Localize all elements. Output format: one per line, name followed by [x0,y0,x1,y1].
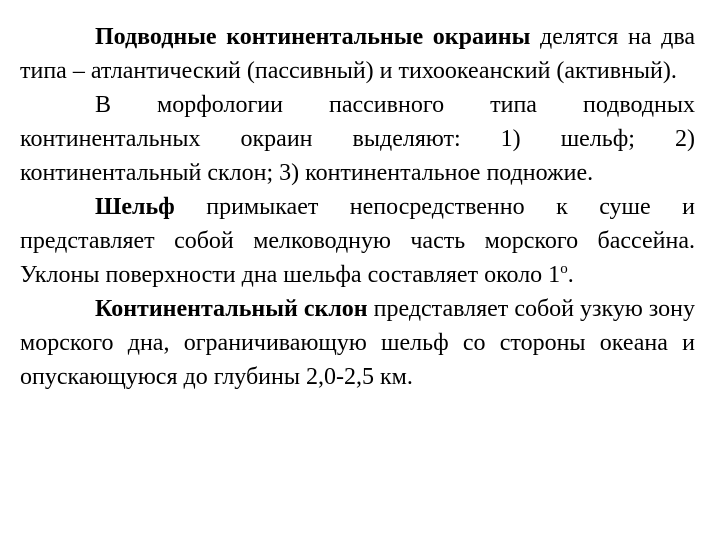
slide-text [20,20,695,394]
paragraph-margins-types [20,20,695,88]
term-continental-margins: Подводные континентальные окраины [95,24,531,50]
paragraph-continental-slope [20,292,695,394]
paragraph-passive-morphology [20,88,695,190]
paragraph-text: делятся на два типа – атлантический (пассивный) и тихоокеанский (активный). [20,24,695,84]
paragraph-shelf [20,190,695,292]
paragraph-text: примыкает непосредственно к суше и представляет собой мелководную часть морского бассейна. Уклоны поверхности дна шельфа составляет около 1 [20,194,695,288]
term-shelf: Шельф [95,194,175,220]
degree-superscript: о [560,261,568,277]
paragraph-text: представляет собой узкую зону морского дна, ограничивающую шельф со стороны океана и опускающуюся до глубины 2,0-2,5 км. [20,296,695,390]
term-continental-slope: Континентальный склон [95,296,368,322]
paragraph-tail: . [567,262,574,288]
paragraph-text: В морфологии пассивного типа подводных континентальных окраин выделяют: 1) шельф; 2) континентальный склон; 3) континентальное подножие. [20,92,695,186]
